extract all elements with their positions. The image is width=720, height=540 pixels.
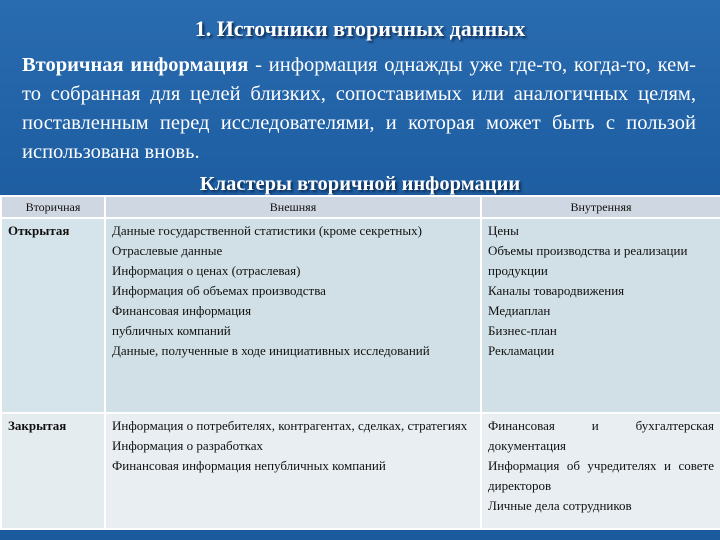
list-item: Бизнес-план — [488, 323, 557, 338]
list-item: Медиаплан — [488, 303, 551, 318]
list-item: Информация о ценах (отраслевая) — [112, 263, 301, 278]
list-item: Информация о потребителях, контрагентах, сделках, стратегиях — [112, 418, 468, 433]
definition-paragraph — [22, 51, 696, 167]
list-item: Информация об учредителях и совете директоров — [488, 458, 714, 493]
list-item: Каналы товародвижения — [488, 283, 625, 298]
list-item: Финансовая информация непубличных компаний — [112, 458, 386, 473]
list-item: публичных компаний — [112, 323, 231, 338]
list-item: Цены — [488, 223, 519, 238]
definition-text: - информация однажды уже где-то, когда-то, кем-то собранная для целей близких, сопоставимых или аналогичных целям, поставленным перед исследователями, и которая может быть с пользой использована вновь. — [22, 54, 697, 163]
list-item: Отраслевые данные — [112, 243, 223, 258]
table-subtitle: Кластеры вторичной информации — [199, 173, 521, 195]
list-item: Информация о разработках — [112, 438, 264, 453]
definition-term: Вторичная информация — [22, 54, 249, 76]
cell-open-external — [105, 218, 481, 413]
list-item: Информация об объемах производства — [112, 283, 326, 298]
list-item: Финансовая и бухгалтерская документация — [488, 418, 714, 453]
table-header-row — [1, 196, 720, 218]
slide-title: 1. Источники вторичных данных — [194, 16, 526, 41]
row-label-closed: Закрытая — [1, 413, 105, 529]
header-internal: Внутренняя — [481, 196, 720, 218]
clusters-table — [0, 195, 720, 530]
header-external: Внешняя — [105, 196, 481, 218]
row-label-open: Открытая — [1, 218, 105, 413]
list-item: Финансовая информация — [112, 303, 252, 318]
header-secondary: Вторичная — [1, 196, 105, 218]
list-item: Рекламации — [488, 343, 555, 358]
cell-closed-external — [105, 413, 481, 529]
table-row-closed — [1, 413, 720, 529]
list-item: Личные дела сотрудников — [488, 498, 632, 513]
list-item: Объемы производства и реализации — [488, 243, 688, 258]
list-item: Данные государственной статистики (кроме секретных) — [112, 223, 422, 238]
cell-open-internal — [481, 218, 720, 413]
table-row-open — [1, 218, 720, 413]
cell-closed-internal — [481, 413, 720, 529]
list-item: продукции — [488, 263, 548, 278]
list-item: Данные, полученные в ходе инициативных исследований — [112, 343, 430, 358]
